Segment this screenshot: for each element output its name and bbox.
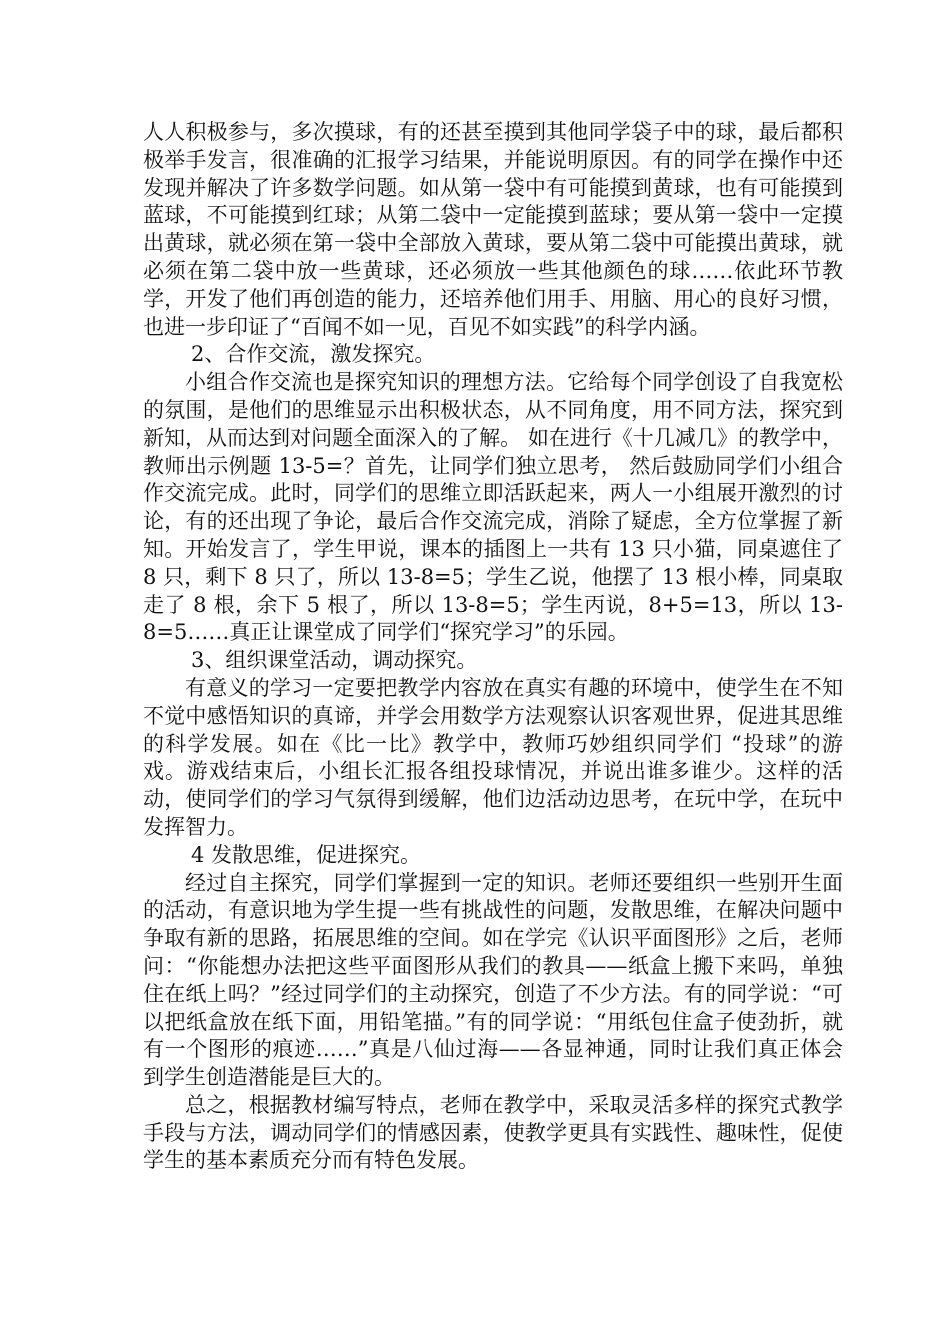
body-paragraph: 经过自主探究，同学们掌握到一定的知识。老师还要组织一些别开生面的活动，有意识地为学生提一些有挑战性的问题，发散思维，在解决问题中争取有新的思路，拓展思维的空间。如在学完《认识平面图形》之后，老师问：“你能想办法把这些平面图形从我们的教具——纸盒上搬下来吗，单独住在纸上吗？”经过同学们的主动探究，创造了不少方法。有的同学说：“可以把纸盒放在纸下面，用铅笔描。”有的同学说：“用纸包住盒子使劲折，就有一个图形的痕迹……”真是八仙过海——各显神通，同时让我们真正体会到学生创造潜能是巨大的。 [143, 870, 843, 1090]
document-body [143, 119, 843, 1175]
section-heading: 4 发散思维，促进探究。 [191, 842, 422, 867]
body-paragraph: 总之，根据教材编写特点，老师在教学中，采取灵活多样的探究式教学手段与方法，调动同学们的情感因素，使教学更具有实践性、趣味性，促使学生的基本素质充分而有特色发展。 [143, 1092, 843, 1173]
body-paragraph: 人人积极参与，多次摸球，有的还甚至摸到其他同学袋子中的球，最后都积极举手发言，很准确的汇报学习结果，并能说明原因。有的同学在操作中还发现并解决了许多数学问题。如从第一袋中有可能摸到黄球，也有可能摸到蓝球，不可能摸到红球；从第二袋中一定能摸到蓝球；要从第一袋中一定摸出黄球，就必须在第一袋中全部放入黄球，要从第二袋中可能摸出黄球，就必须在第二袋中放一些黄球，还必须放一些其他颜色的球……依此环节教学，开发了他们再创造的能力，还培养他们用手、用脑、用心的良好习惯，也进一步印证了“百闻不如一见，百见不如实践”的科学内涵。 [143, 120, 843, 339]
section-heading: 3、组织课堂活动，调动探究。 [191, 648, 478, 673]
body-paragraph: 小组合作交流也是探究知识的理想方法。它给每个同学创设了自我宽松的氛围，是他们的思维显示出积极状态，从不同角度，用不同方法，探究到新知，从而达到对问题全面深入的了解。 如在进行《十几减几》的教学中，教师出示例题 13-5=？首先，让同学们独立思考， 然后鼓励同学们小组合作交流完成。此时，同学们的思维立即活跃起来，两人一小组展开激烈的讨论，有的还出现了争论，最后合作交流完成，消除了疑虑，全方位掌握了新知。开始发言了，学生甲说，课本的插图上一共有 13 只小猫，同桌遮住了 8 只，剩下 8 只了，所以 13-8=5；学生乙说，他摆了 13 根小棒，同桌取走了 8 根，余下 5 根了，所以 13-8=5；学生丙说，8+5=13，所以 13-8=5……真正让课堂成了同学们“探究学习”的乐园。 [143, 370, 843, 645]
body-paragraph: 有意义的学习一定要把教学内容放在真实有趣的环境中，使学生在不知不觉中感悟知识的真谛，并学会用数学方法观察认识客观世界，促进其思维的科学发展。如在《比一比》教学中，教师巧妙组织同学们 “投球”的游戏。游戏结束后，小组长汇报各组投球情况，并说出谁多谁少。这样的活动，使同学们的学习气氛得到缓解，他们边活动边思考，在玩中学，在玩中发挥智力。 [143, 675, 843, 839]
section-heading: 2、合作交流，激发探究。 [191, 342, 436, 367]
